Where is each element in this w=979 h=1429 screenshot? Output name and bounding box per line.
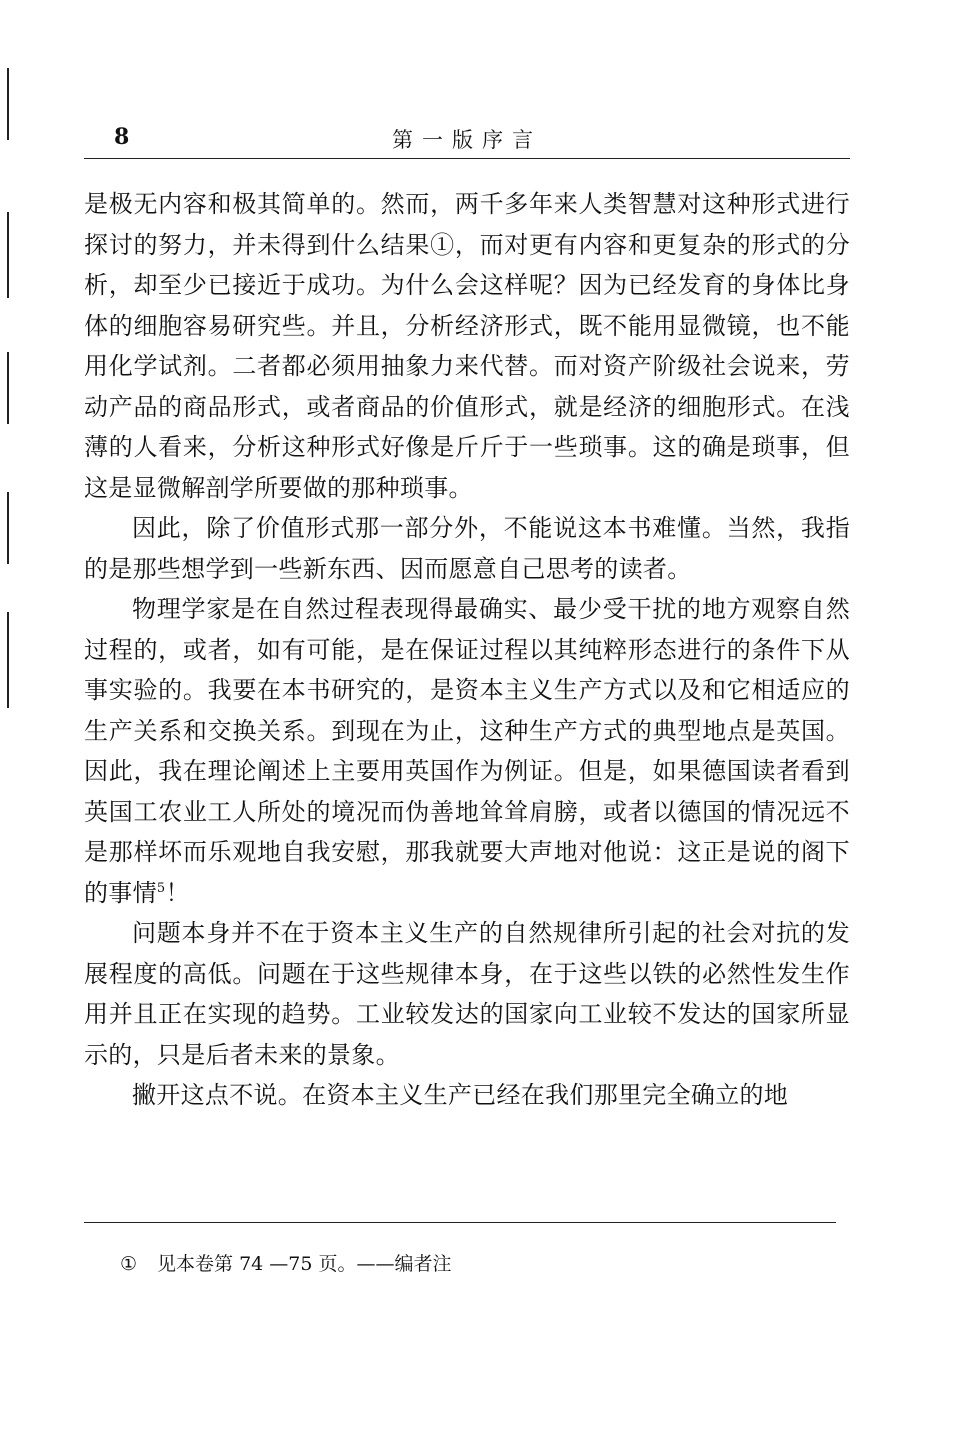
running-title: 第一版序言 xyxy=(392,128,542,152)
paragraph-3 xyxy=(84,589,850,913)
footnote-ref[interactable]: ① xyxy=(430,230,455,259)
page-header xyxy=(84,122,850,154)
scan-mark xyxy=(7,352,9,424)
scan-mark xyxy=(7,612,9,708)
footnote-marker: ① xyxy=(120,1253,138,1275)
scan-mark xyxy=(7,68,9,140)
header-rule xyxy=(84,158,850,159)
body-text xyxy=(84,184,850,1116)
paragraph-text: ！ xyxy=(165,878,190,907)
footnote xyxy=(120,1250,452,1278)
paragraph-4: 问题本身并不在于资本主义生产的自然规律所引起的社会对抗的发展程度的高低。问题在于这些规律本身，在于这些以铁的必然性发生作用并且正在实现的趋势。工业较发达的国家向工业较不发达的国家所显示的，只是后者未来的景象。 xyxy=(84,919,850,1069)
scan-mark xyxy=(7,492,9,564)
footnote-text: 见本卷第 74 —75 页。——编者注 xyxy=(157,1253,452,1275)
paragraph-2: 因此，除了价值形式那一部分外，不能说这本书难懂。当然，我指的是那些想学到一些新东西、因而愿意自己思考的读者。 xyxy=(84,514,850,583)
endnote-ref[interactable]: 5 xyxy=(156,880,166,896)
paragraph-text: 是极无内容和极其简单的。然而，两千多年来人类智慧对这种形式进行探讨的努力，并未得到什么结果 xyxy=(84,190,850,259)
page-number: 8 xyxy=(114,124,130,150)
scan-mark xyxy=(7,212,9,298)
paragraph-5: 撇开这点不说。在资本主义生产已经在我们那里完全确立的地 xyxy=(132,1081,789,1109)
paragraph-text: ，而对更有内容和更复杂的形式的分析，却至少已接近于成功。为什么会这样呢？因为已经发育的身体比身体的细胞容易研究些。并且，分析经济形式，既不能用显微镜，也不能用化学试剂。二者都必须用抽象力来代替。而对资产阶级社会说来，劳动产品的商品形式，或者商品的价值形式，就是经济的细胞形式。在浅薄的人看来，分析这种形式好像是斤斤于一些琐事。这的确是琐事，但这是显微解剖学所要做的那种琐事。 xyxy=(84,230,850,502)
footnote-rule xyxy=(84,1222,836,1223)
paragraph-1 xyxy=(84,184,850,508)
paragraph-text: 物理学家是在自然过程表现得最确实、最少受干扰的地方观察自然过程的，或者，如有可能，是在保证过程以其纯粹形态进行的条件下从事实验的。我要在本书研究的，是资本主义生产方式以及和它相适应的生产关系和交换关系。到现在为止，这种生产方式的典型地点是英国。因此，我在理论阐述上主要用英国作为例证。但是，如果德国读者看到英国工农业工人所处的境况而伪善地耸耸肩膀，或者以德国的情况远不是那样坏而乐观地自我安慰，那我就要大声地对他说：这正是说的阁下的事情 xyxy=(84,595,850,907)
